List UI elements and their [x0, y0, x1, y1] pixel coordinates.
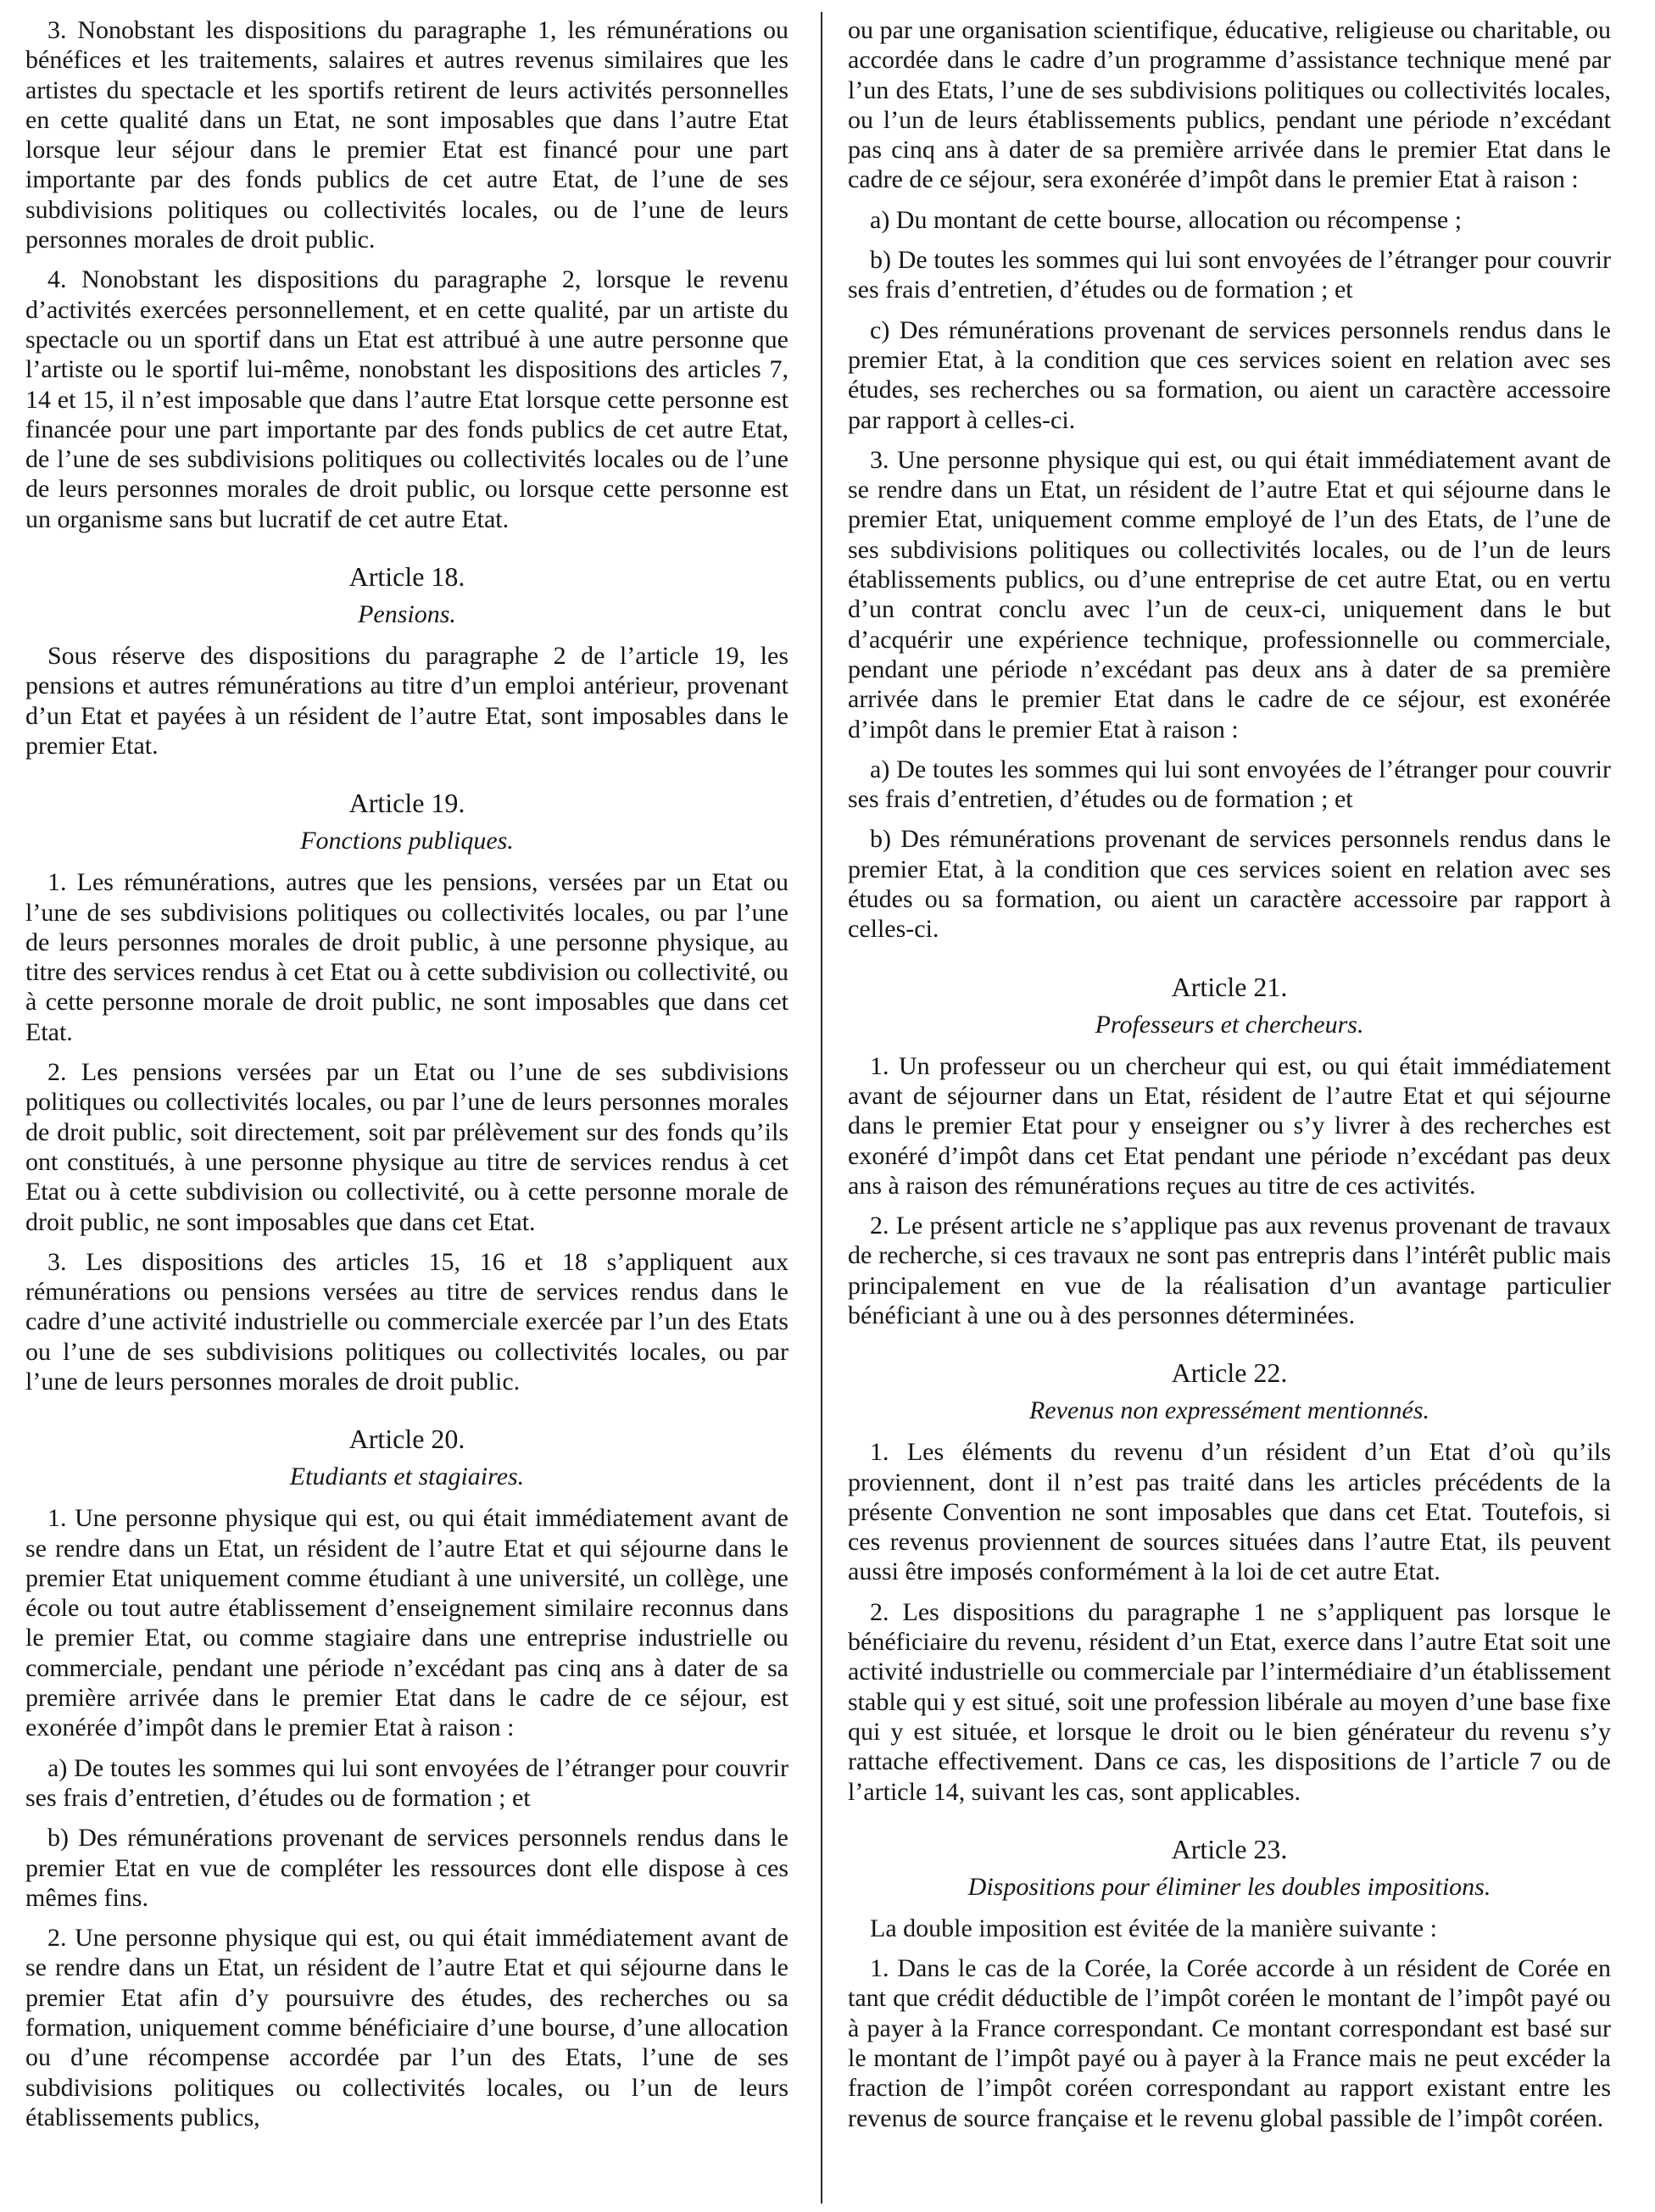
left-paragraph: Sous réserve des dispositions du paragraphe 2 de l’article 19, les pensions et autres rémunérations au titre d’un emploi antérieur, provenant d’un Etat et payées à un résident de l’autre Etat, sont imposables dans le premier Etat.: [25, 642, 788, 760]
right-list-item: c) Des rémunérations provenant de services personnels rendus dans le premier Etat, à la condition que ces services soient en relation avec ses études, ses recherches ou sa formation, ou aient un caractère accessoire par rapport à celles-ci.: [848, 315, 1611, 434]
right-list-item: b) De toutes les sommes qui lui sont envoyées de l’étranger pour couvrir ses frais d’entretien, d’études ou de formation ; et: [848, 246, 1611, 304]
left-list-item: a) De toutes les sommes qui lui sont envoyées de l’étranger pour couvrir ses frais d’entretien, d’études ou de formation ; et: [25, 1753, 788, 1812]
left-article-heading: Article 19.: [348, 788, 465, 819]
right-article-title: Dispositions pour éliminer les doubles impositions.: [967, 1872, 1491, 1901]
right-article-heading: Article 22.: [1171, 1357, 1288, 1389]
left-paragraph: 2. Une personne physique qui est, ou qui était immédiatement avant de se rendre dans un Etat, un résident de l’autre Etat et qui séjourne dans le premier Etat afin d’y poursuivre des études, des recherches ou sa formation, uniquement comme bénéficiaire d’une bourse, d’une allocation ou d’une récompense accordée par l’un des Etats, l’une de ses subdivisions politiques ou collectivités locales, ou l’un de leurs établissements publics,: [25, 1924, 788, 2131]
right-article-heading: Article 23.: [1171, 1833, 1288, 1864]
left-list-item: b) Des rémunérations provenant de services personnels rendus dans le premier Etat en vue de compléter les ressources dont elle dispose à ces mêmes fins.: [25, 1824, 788, 1912]
left-paragraph: 1. Une personne physique qui est, ou qui était immédiatement avant de se rendre dans un Etat, un résident de l’autre Etat et qui séjourne dans le premier Etat uniquement comme étudiant à une université, un collège, une école ou tout autre établissement d’enseignement similaire reconnus dans le premier Etat, ou comme stagiaire dans une entreprise industrielle ou commerciale, pendant une période n’excédant pas cinq ans à dater de sa première arrivée dans le premier Etat dans le cadre de ce séjour, est exonérée d’impôt dans le premier Etat à raison :: [25, 1504, 788, 1742]
left-column: [25, 15, 788, 2142]
right-list-item: a) De toutes les sommes qui lui sont envoyées de l’étranger pour couvrir ses frais d’entretien, d’études ou de formation ; et: [848, 755, 1611, 814]
right-article-title: Professeurs et chercheurs.: [1095, 1010, 1364, 1039]
right-paragraph: 1. Dans le cas de la Corée, la Corée accorde à un résident de Corée en tant que crédit déductible de l’impôt coréen le montant de l’impôt payé ou à payer à la France correspondant. Ce montant correspondant est basé sur le montant de l’impôt payé ou à payer à la France mais ne peut excéder la fraction de l’impôt coréen correspondant au rapport existant entre les revenus de source française et le revenu global passible de l’impôt coréen.: [848, 1954, 1611, 2132]
left-paragraph: 2. Les pensions versées par un Etat ou l’une de ses subdivisions politiques ou collectivités locales, ou par l’une de leurs personnes morales de droit public, soit directement, soit par prélèvement sur des fonds qu’ils ont constitués, à une personne physique au titre de services rendus à cet Etat ou à cette subdivision ou collectivité, ou à cette personne morale de droit public, ne sont imposables que dans cet Etat.: [25, 1058, 788, 1236]
right-paragraph: 1. Les éléments du revenu d’un résident d’un Etat d’où qu’ils proviennent, dont il n’est pas traité dans les articles précédents de la présente Convention ne sont imposables que dans cet Etat. Toutefois, si ces revenus proviennent de sources situées dans l’autre Etat, ils peuvent aussi être imposés conformément à la loi de cet autre Etat.: [848, 1438, 1611, 1586]
right-column: [848, 15, 1611, 2143]
left-article-title: Etudiants et stagiaires.: [289, 1463, 525, 1491]
column-divider: [821, 12, 822, 2204]
right-paragraph: 2. Les dispositions du paragraphe 1 ne s’appliquent pas lorsque le bénéficiaire du revenu, résident d’un Etat, exerce dans l’autre Etat soit une activité industrielle ou commerciale par l’intermédiaire d’un établissement stable qui y est situé, soit une profession libérale au moyen d’une base fixe qui y est située, et lorsque le droit ou le bien générateur du revenu s’y rattache effectivement. Dans ce cas, les dispositions de l’article 7 ou de l’article 14, suivant les cas, sont applicables.: [848, 1597, 1611, 1806]
right-paragraph: ou par une organisation scientifique, éducative, religieuse ou charitable, ou accordée dans le cadre d’un programme d’assistance technique mené par l’un des Etats, l’une de ses subdivisions politiques ou collectivités locales, ou l’un de leurs établissements publics, pendant une période n’excédant pas cinq ans à dater de sa première arrivée dans le premier Etat dans le cadre de ce séjour, sera exonérée d’impôt dans le premier Etat à raison :: [848, 16, 1611, 194]
left-paragraph: 1. Les rémunérations, autres que les pensions, versées par un Etat ou l’une de ses subdivisions politiques ou collectivités locales, ou par l’une de leurs personnes morales de droit public, à une personne physique, au titre des services rendus à cet Etat ou à cette subdivision ou collectivité, ou à cette personne morale de droit public, ne sont imposables que dans cet Etat.: [25, 868, 788, 1046]
left-article-title: Fonctions publiques.: [300, 827, 514, 855]
left-article-title: Pensions.: [358, 600, 456, 629]
left-article-heading: Article 20.: [348, 1424, 465, 1455]
left-article-heading: Article 18.: [348, 561, 465, 593]
right-paragraph: 3. Une personne physique qui est, ou qui était immédiatement avant de se rendre dans un Etat, un résident de l’autre Etat et qui séjourne dans le premier Etat, uniquement comme employé de l’un des Etats, de l’une de ses subdivisions politiques ou collectivités locales, ou de l’un de leurs établissements publics, ou d’une entreprise de cet autre Etat, ou en vertu d’un contrat conclu avec l’un de ceux-ci, uniquement dans le but d’acquérir une expérience technique, professionnelle ou commerciale, pendant une période n’excédant pas deux ans à dater de sa première arrivée dans le premier Etat dans le cadre de ce séjour, est exonérée d’impôt dans le premier Etat à raison :: [848, 445, 1611, 744]
left-paragraph: 4. Nonobstant les dispositions du paragraphe 2, lorsque le revenu d’activités exercées personnellement, et en cette qualité, par un artiste du spectacle ou un sportif dans un Etat est attribué à une autre personne que l’artiste ou le sportif lui-même, nonobstant les dispositions des articles 7, 14 et 15, il n’est imposable que dans l’autre Etat lorsque cette personne est financée pour une part importante par des fonds publics de cet autre Etat, de l’une de ses subdivisions politiques ou collectivités locales ou de l’une de leurs personnes morales de droit public, ou lorsque cette personne est un organisme sans but lucratif de cet autre Etat.: [25, 265, 788, 533]
right-list-item: a) Du montant de cette bourse, allocation ou récompense ;: [870, 205, 1463, 234]
right-paragraph: La double imposition est évitée de la manière suivante :: [870, 1914, 1437, 1942]
right-paragraph: 2. Le présent article ne s’applique pas aux revenus provenant de travaux de recherche, si ces travaux ne sont pas entrepris dans l’intérêt public mais principalement en vue de la réalisation d’un avantage particulier bénéficiant à une ou à des personnes déterminées.: [848, 1212, 1611, 1329]
right-paragraph: 1. Un professeur ou un chercheur qui est, ou qui était immédiatement avant de séjourner dans un Etat, résident de l’autre Etat et qui séjourne dans le premier Etat pour y enseigner ou s’y livrer à des recherches est exonéré d’impôt dans cet Etat pendant une période n’excédant pas deux ans à raison des rémunérations reçues au titre de ces activités.: [848, 1051, 1611, 1200]
left-paragraph: 3. Nonobstant les dispositions du paragraphe 1, les rémunérations ou bénéfices et les traitements, salaires et autres revenus similaires que les artistes du spectacle et les sportifs retirent de leurs activités personnelles en cette qualité dans un Etat, ne sont imposables que dans l’autre Etat lorsque leur séjour dans le premier Etat est financé pour une part importante par des fonds publics de cet autre Etat, de l’une de ses subdivisions politiques ou collectivités locales, ou de l’une de leurs personnes morales de droit public.: [25, 16, 788, 254]
right-list-item: b) Des rémunérations provenant de services personnels rendus dans le premier Etat, à la condition que ces services soient en relation avec ses études ou sa formation, ou aient un caractère accessoire par rapport à celles-ci.: [848, 825, 1611, 944]
right-article-heading: Article 21.: [1171, 971, 1288, 1002]
right-article-title: Revenus non expressément mentionnés.: [1028, 1396, 1430, 1425]
left-paragraph: 3. Les dispositions des articles 15, 16 et 18 s’appliquent aux rémunérations ou pensions versées au titre de services rendus dans le cadre d’une activité industrielle ou commerciale exercée par l’un des Etats ou l’une de ses subdivisions politiques ou collectivités locales, ou par l’une de leurs personnes morales de droit public.: [25, 1247, 788, 1396]
